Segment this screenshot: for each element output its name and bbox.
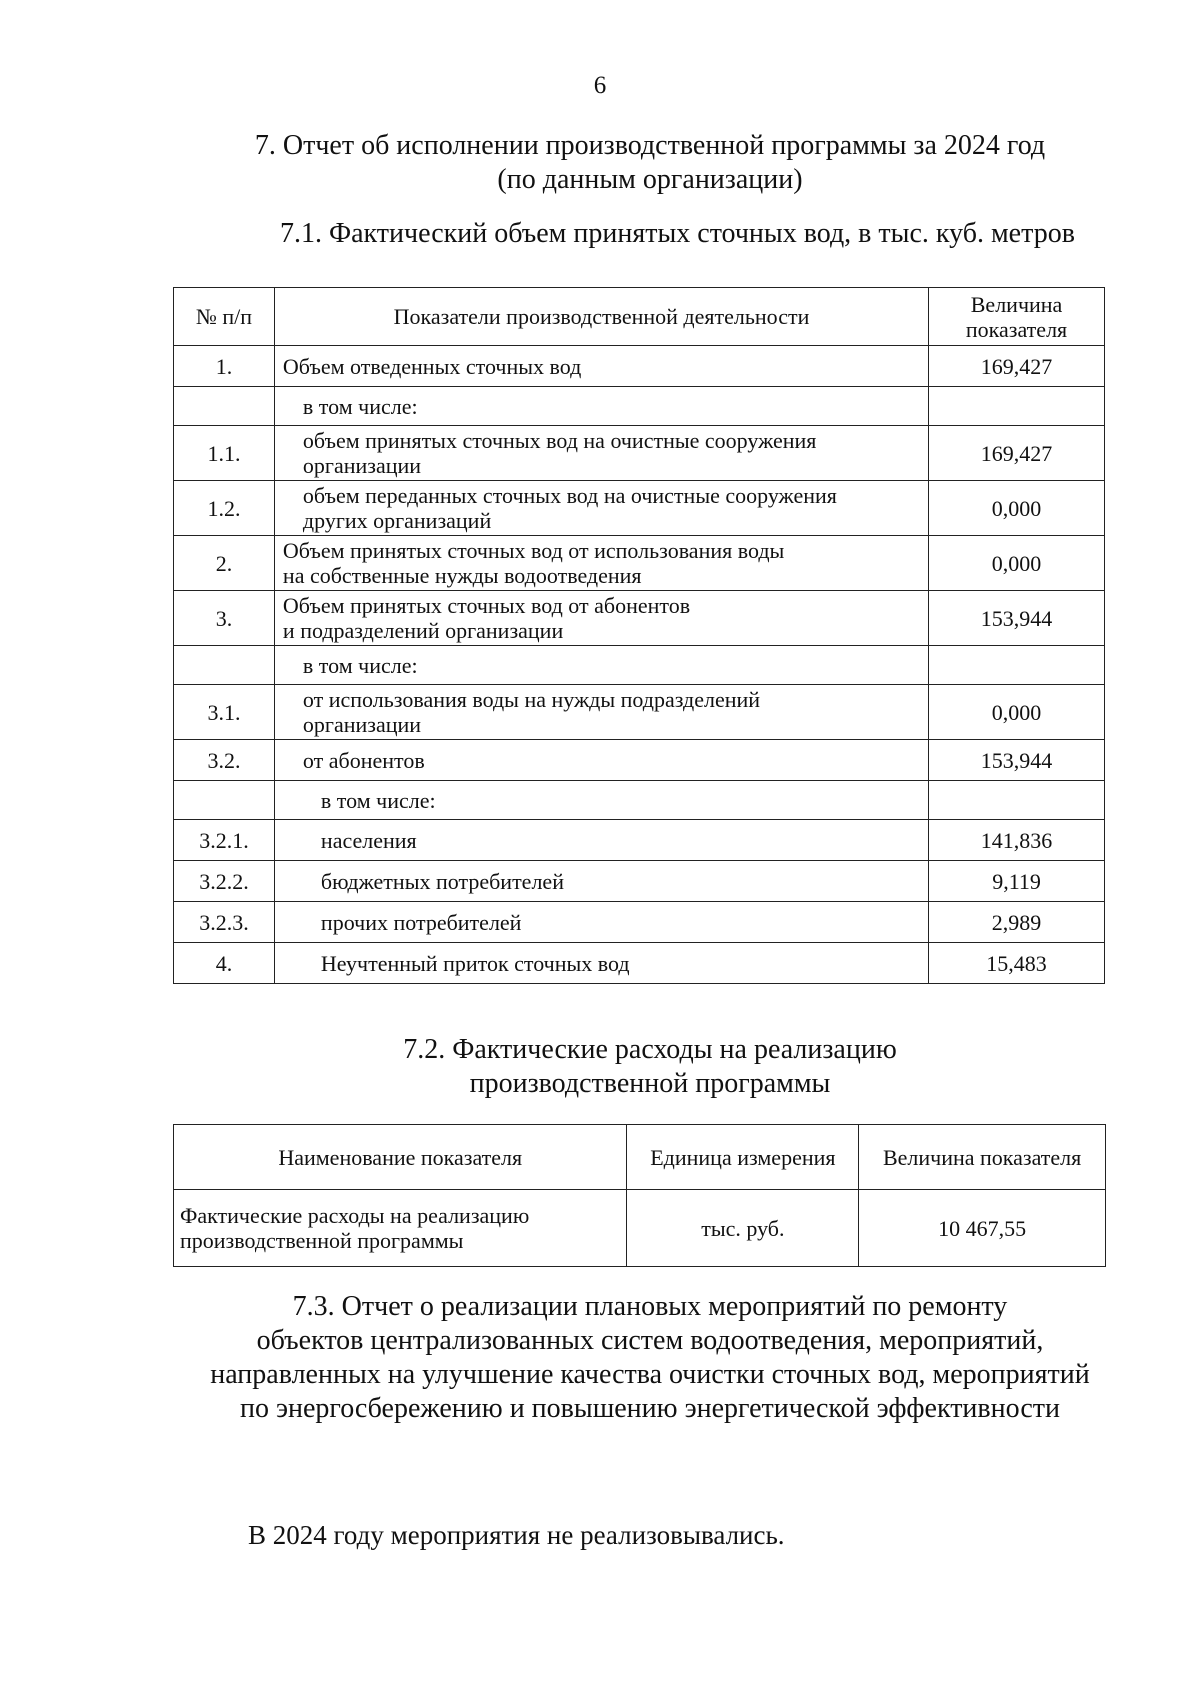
row-indicator-line1: бюджетных потребителей xyxy=(320,868,564,894)
row-number: 3. xyxy=(174,591,275,646)
row-number: 3.1. xyxy=(174,685,275,740)
row-value: 153,944 xyxy=(929,591,1105,646)
table-row xyxy=(174,820,1105,861)
expenses-table xyxy=(173,1124,1106,1267)
row-indicator xyxy=(274,646,928,685)
report-heading xyxy=(0,129,1200,197)
row-indicator xyxy=(274,902,928,943)
table-row xyxy=(174,740,1105,781)
expenses-header-name: Наименование показателя xyxy=(174,1125,627,1190)
expenses-header-value: Величина показателя xyxy=(859,1125,1106,1190)
section-7-1-title: 7.1. Фактический объем принятых сточных вод, в тыс. куб. метров xyxy=(280,218,1075,249)
row-number: 3.2.1. xyxy=(174,820,275,861)
table-row xyxy=(174,685,1105,740)
row-value: 0,000 xyxy=(929,481,1105,536)
row-number xyxy=(174,646,275,685)
table-row xyxy=(174,781,1105,820)
header-value-line1: Величина xyxy=(970,291,1063,317)
table-row xyxy=(174,481,1105,536)
row-indicator xyxy=(274,685,928,740)
table-header-row xyxy=(174,288,1105,346)
section-7-3-line4: по энергосбережению и повышению энергетической эффективности xyxy=(240,1393,1060,1424)
header-value-line2: показателя xyxy=(965,316,1068,342)
row-indicator-line1: Объем отведенных сточных вод xyxy=(282,353,582,379)
table-row xyxy=(174,591,1105,646)
row-indicator xyxy=(274,740,928,781)
section-7-3-title xyxy=(0,1290,1200,1426)
section-7-2-title xyxy=(0,1033,1200,1101)
table-row xyxy=(174,943,1105,984)
row-indicator-line1: Объем принятых сточных вод от использования воды xyxy=(282,538,785,563)
row-indicator xyxy=(274,481,928,536)
row-indicator-line1: Объем принятых сточных вод от абонентов xyxy=(282,593,691,618)
expenses-header-row xyxy=(174,1125,1106,1190)
table-row xyxy=(174,646,1105,685)
table-row xyxy=(174,346,1105,387)
row-indicator-line1: населения xyxy=(320,827,417,853)
row-indicator xyxy=(274,861,928,902)
row-indicator-line2: организации xyxy=(302,453,422,478)
section-7-3-line2: объектов централизованных систем водоотведения, мероприятий, xyxy=(256,1325,1044,1356)
row-indicator xyxy=(274,426,928,481)
report-heading-line1: 7. Отчет об исполнении производственной программы за 2024 год xyxy=(254,130,1046,161)
section-7-3-statement: В 2024 году мероприятия не реализовывались. xyxy=(248,1520,785,1550)
row-indicator-line1: прочих потребителей xyxy=(320,909,522,935)
row-indicator xyxy=(274,781,928,820)
header-value xyxy=(929,288,1105,346)
row-indicator-line1: от абонентов xyxy=(302,747,425,773)
row-number: 2. xyxy=(174,536,275,591)
row-number xyxy=(174,781,275,820)
row-indicator xyxy=(274,346,928,387)
row-indicator-line2: на собственные нужды водоотведения xyxy=(282,563,642,588)
row-indicator-line1: от использования воды на нужды подразделений xyxy=(302,687,761,712)
section-7-3-line3: направленных на улучшение качества очистки сточных вод, мероприятий xyxy=(210,1359,1090,1390)
table-row xyxy=(174,387,1105,426)
table-row xyxy=(174,536,1105,591)
row-number xyxy=(174,387,275,426)
row-number: 3.2.3. xyxy=(174,902,275,943)
row-value: 0,000 xyxy=(929,536,1105,591)
row-value xyxy=(929,387,1105,426)
report-heading-line2: (по данным организации) xyxy=(497,164,803,195)
row-indicator-line2: и подразделений организации xyxy=(282,618,564,643)
expenses-name-line2: производственной программы xyxy=(180,1228,464,1253)
row-indicator-line1: в том числе: xyxy=(320,787,436,813)
header-num: № п/п xyxy=(174,288,275,346)
row-number: 3.2.2. xyxy=(174,861,275,902)
row-value: 0,000 xyxy=(929,685,1105,740)
row-value xyxy=(929,646,1105,685)
row-number: 1. xyxy=(174,346,275,387)
row-indicator-line1: объем переданных сточных вод на очистные сооружения xyxy=(302,483,837,508)
row-number: 3.2. xyxy=(174,740,275,781)
section-7-2-title-line1: 7.2. Фактические расходы на реализацию xyxy=(403,1034,897,1065)
table-row xyxy=(174,861,1105,902)
row-indicator xyxy=(274,591,928,646)
row-value: 9,119 xyxy=(929,861,1105,902)
header-indicator: Показатели производственной деятельности xyxy=(274,288,928,346)
row-value: 141,836 xyxy=(929,820,1105,861)
row-indicator-line2: организации xyxy=(302,712,422,737)
row-indicator-line1: в том числе: xyxy=(302,393,418,419)
row-indicator-line1: Неучтенный приток сточных вод xyxy=(320,950,630,976)
row-indicator-line2: других организаций xyxy=(302,508,492,533)
table-row xyxy=(174,902,1105,943)
row-value: 2,989 xyxy=(929,902,1105,943)
row-number: 4. xyxy=(174,943,275,984)
row-number: 1.2. xyxy=(174,481,275,536)
expenses-header-unit: Единица измерения xyxy=(627,1125,859,1190)
row-value: 169,427 xyxy=(929,426,1105,481)
row-number: 1.1. xyxy=(174,426,275,481)
row-indicator xyxy=(274,387,928,426)
row-value: 169,427 xyxy=(929,346,1105,387)
section-7-3-line1: 7.3. Отчет о реализации плановых мероприятий по ремонту xyxy=(292,1291,1008,1322)
row-indicator xyxy=(274,943,928,984)
expenses-name xyxy=(174,1190,627,1267)
page-number: 6 xyxy=(593,72,607,99)
expenses-name-line1: Фактические расходы на реализацию xyxy=(180,1203,530,1228)
row-indicator xyxy=(274,820,928,861)
expenses-unit: тыс. руб. xyxy=(627,1190,859,1267)
section-7-2-title-line2: производственной программы xyxy=(469,1068,831,1099)
row-value xyxy=(929,781,1105,820)
row-indicator-line1: объем принятых сточных вод на очистные сооружения xyxy=(302,428,817,453)
expenses-row xyxy=(174,1190,1106,1267)
expenses-value: 10 467,55 xyxy=(859,1190,1106,1267)
table-row xyxy=(174,426,1105,481)
row-indicator xyxy=(274,536,928,591)
row-indicator-line1: в том числе: xyxy=(302,652,418,678)
wastewater-volume-table xyxy=(173,287,1105,984)
row-value: 15,483 xyxy=(929,943,1105,984)
row-value: 153,944 xyxy=(929,740,1105,781)
